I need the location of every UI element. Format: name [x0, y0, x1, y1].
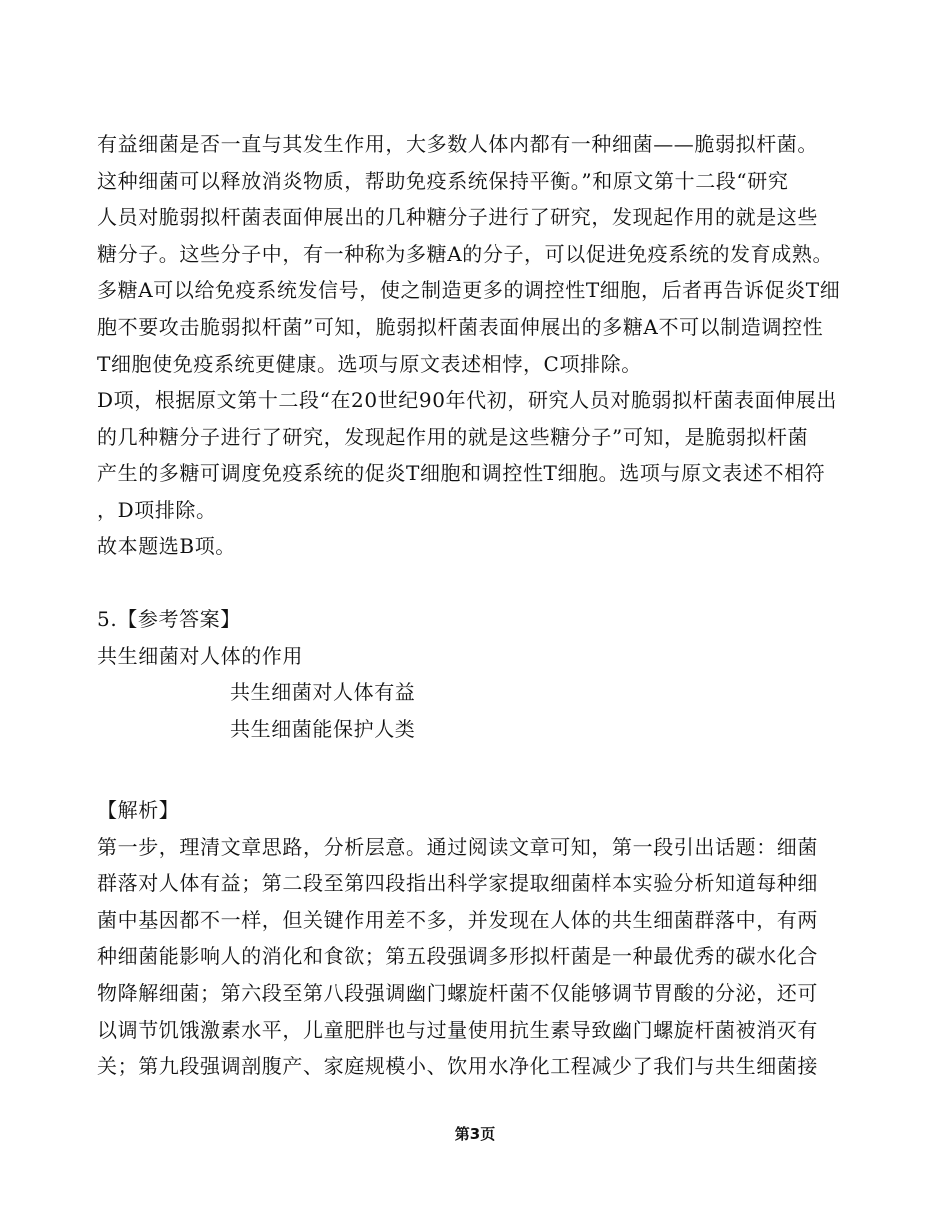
text-line: 胞不要攻击脆弱拟杆菌”可知，脆弱拟杆菌表面伸展出的多糖A不可以制造调控性 [97, 314, 824, 339]
answer-point: 共生细菌对人体有益 [230, 680, 416, 705]
text-line: 第一步，理清文章思路，分析层意。通过阅读文章可知，第一段引出话题：细菌 [97, 834, 818, 859]
answer-main: 共生细菌对人体的作用 [97, 643, 303, 668]
analysis-section [97, 792, 877, 1085]
text-line: 物降解细菌；第六段至第八段强调幽门螺旋杆菌不仅能够调节胃酸的分泌，还可 [97, 980, 818, 1005]
text-line: 多糖A可以给免疫系统发信号，使之制造更多的调控性T细胞，后者再告诉促炎T细 [97, 278, 841, 303]
conclusion-text: 故本题选B项。 [97, 534, 236, 558]
text-line: 有益细菌是否一直与其发生作用，大多数人体内都有一种细菌——脆弱拟杆菌。 [97, 132, 818, 156]
analysis-heading: 【解析】 [97, 798, 180, 822]
option-d-explanation [97, 382, 877, 528]
text-line: 的几种糖分子进行了研究，发现起作用的就是这些糖分子”可知，是脆弱拟杆菌 [97, 424, 809, 449]
option-c-explanation [97, 126, 877, 382]
text-line: 产生的多糖可调度免疫系统的促炎T细胞和调控性T细胞。选项与原文表述不相符 [97, 461, 826, 486]
text-line: 种细菌能影响人的消化和食欲；第五段强调多形拟杆菌是一种最优秀的碳水化合 [97, 944, 818, 969]
q5-heading: 5.【参考答案】 [97, 607, 241, 631]
text-line: 群落对人体有益；第二段至第四段指出科学家提取细菌样本实验分析知道每种细 [97, 871, 818, 896]
text-line: 人员对脆弱拟杆菌表面伸展出的几种糖分子进行了研究，发现起作用的就是这些 [97, 205, 818, 230]
text-line: 以调节饥饿激素水平，儿童肥胖也与过量使用抗生素导致幽门螺旋杆菌被消灭有 [97, 1017, 818, 1042]
text-line: 糖分子。这些分子中，有一种称为多糖A的分子，可以促进免疫系统的发育成熟。 [97, 241, 834, 266]
text-line: T细胞使免疫系统更健康。选项与原文表述相悖，C项排除。 [97, 351, 642, 376]
q5-answer-section [97, 601, 877, 747]
page-number: 第3页 [454, 1125, 496, 1143]
text-line: 菌中基因都不一样，但关键作用差不多，并发现在人体的共生细菌群落中，有两 [97, 907, 818, 932]
text-line: D项，根据原文第十二段“在20世纪90年代初，研究人员对脆弱拟杆菌表面伸展出 [97, 388, 837, 412]
text-line: 关；第九段强调剖腹产、家庭规模小、饮用水净化工程减少了我们与共生细菌接 [97, 1054, 818, 1079]
conclusion [97, 528, 877, 565]
text-line: 这种细菌可以释放消炎物质，帮助免疫系统保持平衡。”和原文第十二段“研究 [97, 168, 789, 193]
text-line: ，D项排除。 [97, 497, 217, 522]
answer-point: 共生细菌能保护人类 [230, 716, 416, 741]
